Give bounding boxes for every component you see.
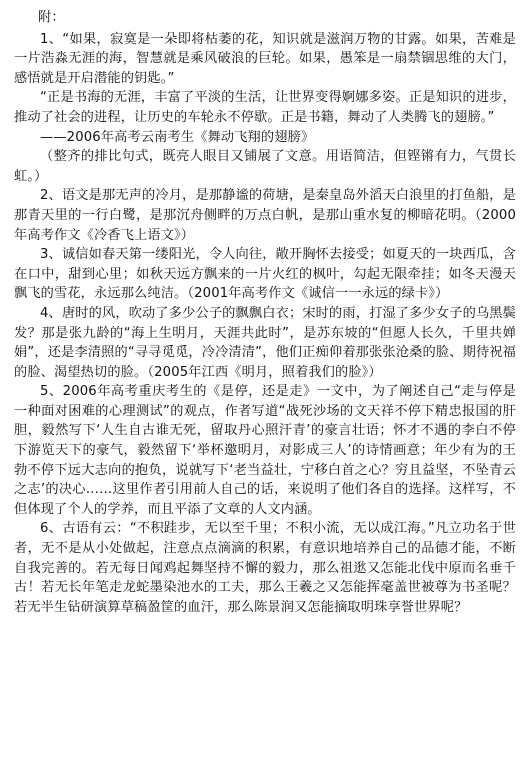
paragraph-3: 3、诚信如春天第一缕阳光，令人向往，敞开胸怀去接受；如夏天的一块西瓜，含在口中，甜到心里；如秋天远方飘来的一片火红的枫叶，勾起无限牵挂；如冬天漫天飘飞的雪花，永远那么纯洁。（2001年高考作文《诚信一一永远的绿卡》）	[14, 247, 516, 302]
paragraph-1: 1、“如果，寂寞是一朵即将枯萎的花，知识就是滋润万物的甘露。如果，苦难是一片浩淼无涯的海，智慧就是乘风破浪的巨轮。如果，愚笨是一扇禁锢思维的大门，感悟就是开启潜能的钥匙。”	[14, 31, 516, 86]
paragraph-5: 5、2006年高考重庆考生的《是停，还是走》一文中，为了阐述自己“走与停是一种面对困难的心理测试”的观点，作者写道“战死沙场的文天祥不停下精忠报国的肝胆，毅然写下‘人生自古谁无死，留取丹心照汗青’的豪言壮语；怀才不遇的李白不停下游览天下的豪气，毅然留下‘举杯邀明月，对影成三人’的诗情画意；年少有为的王勃不停下远大志向的抱负，说就写下‘老当益壮，宁移白首之心？穷且益坚，不坠青云之志’的决心……这里作者引用前人自己的话，来说明了他们各自的选择。这样写，不但体现了个人的学养，而且平添了文章的人文内涵。	[14, 384, 516, 517]
paragraph-1-comment: （整齐的排比句式，既亮人眼目又铺展了文意。用语简洁，但铿锵有力，气贯长虹。）	[14, 149, 516, 184]
paragraph-2: 2、语文是那无声的冷月，是那静谧的荷塘，是秦皇岛外滔天白浪里的打鱼船，是那青天里的一行白鹭，是那沉舟侧畔的万点白帆，是那山重水复的柳暗花明。（2000年高考作文《冷香飞上语文》）	[14, 188, 516, 243]
appendix-heading: 附：	[38, 10, 65, 25]
paragraph-1-source: ——2006年高考云南考生《舞动飞翔的翅膀》	[40, 129, 315, 145]
paragraph-4: 4、唐时的风，吹动了多少公子的飘飘白衣；宋时的雨，打湿了多少女子的乌黑鬓发？那是张九龄的“海上生明月，天涯共此时”，是苏东坡的“但愿人长久，千里共婵娟”，还是李清照的“寻寻觅觅，冷冷清清”，他们正痴仰着那张张沧桑的脸、期待祝福的脸、渴望热切的脸。（2005年江西《明月，照着我们的脸》）	[14, 305, 516, 380]
paragraph-6: 6、古语有云：“不积跬步，无以至千里；不积小流，无以成江海。”凡立功名于世者，无不是从小处做起，注意点点滴滴的积累，有意识地培养自己的品德才能，不断自我完善的。若无每日闻鸡起舞坚持不懈的毅力，那么祖逖又怎能北伐中原而名垂千古！若无长年笔走龙蛇墨染池水的工夫，那么王羲之又怎能挥毫盖世被尊为书圣呢？若无半生钻研演算草稿盈筐的血汗，那么陈景润又怎能摘取明珠享誉世界呢？	[14, 521, 516, 615]
paragraph-1-quote: “正是书海的无涯，丰富了平淡的生活，让世界变得婀娜多姿。正是知识的进步，推动了社会的进程，让历史的车轮永不停歇。正是书籍，舞动了人类腾飞的翅膀。”	[14, 90, 516, 125]
